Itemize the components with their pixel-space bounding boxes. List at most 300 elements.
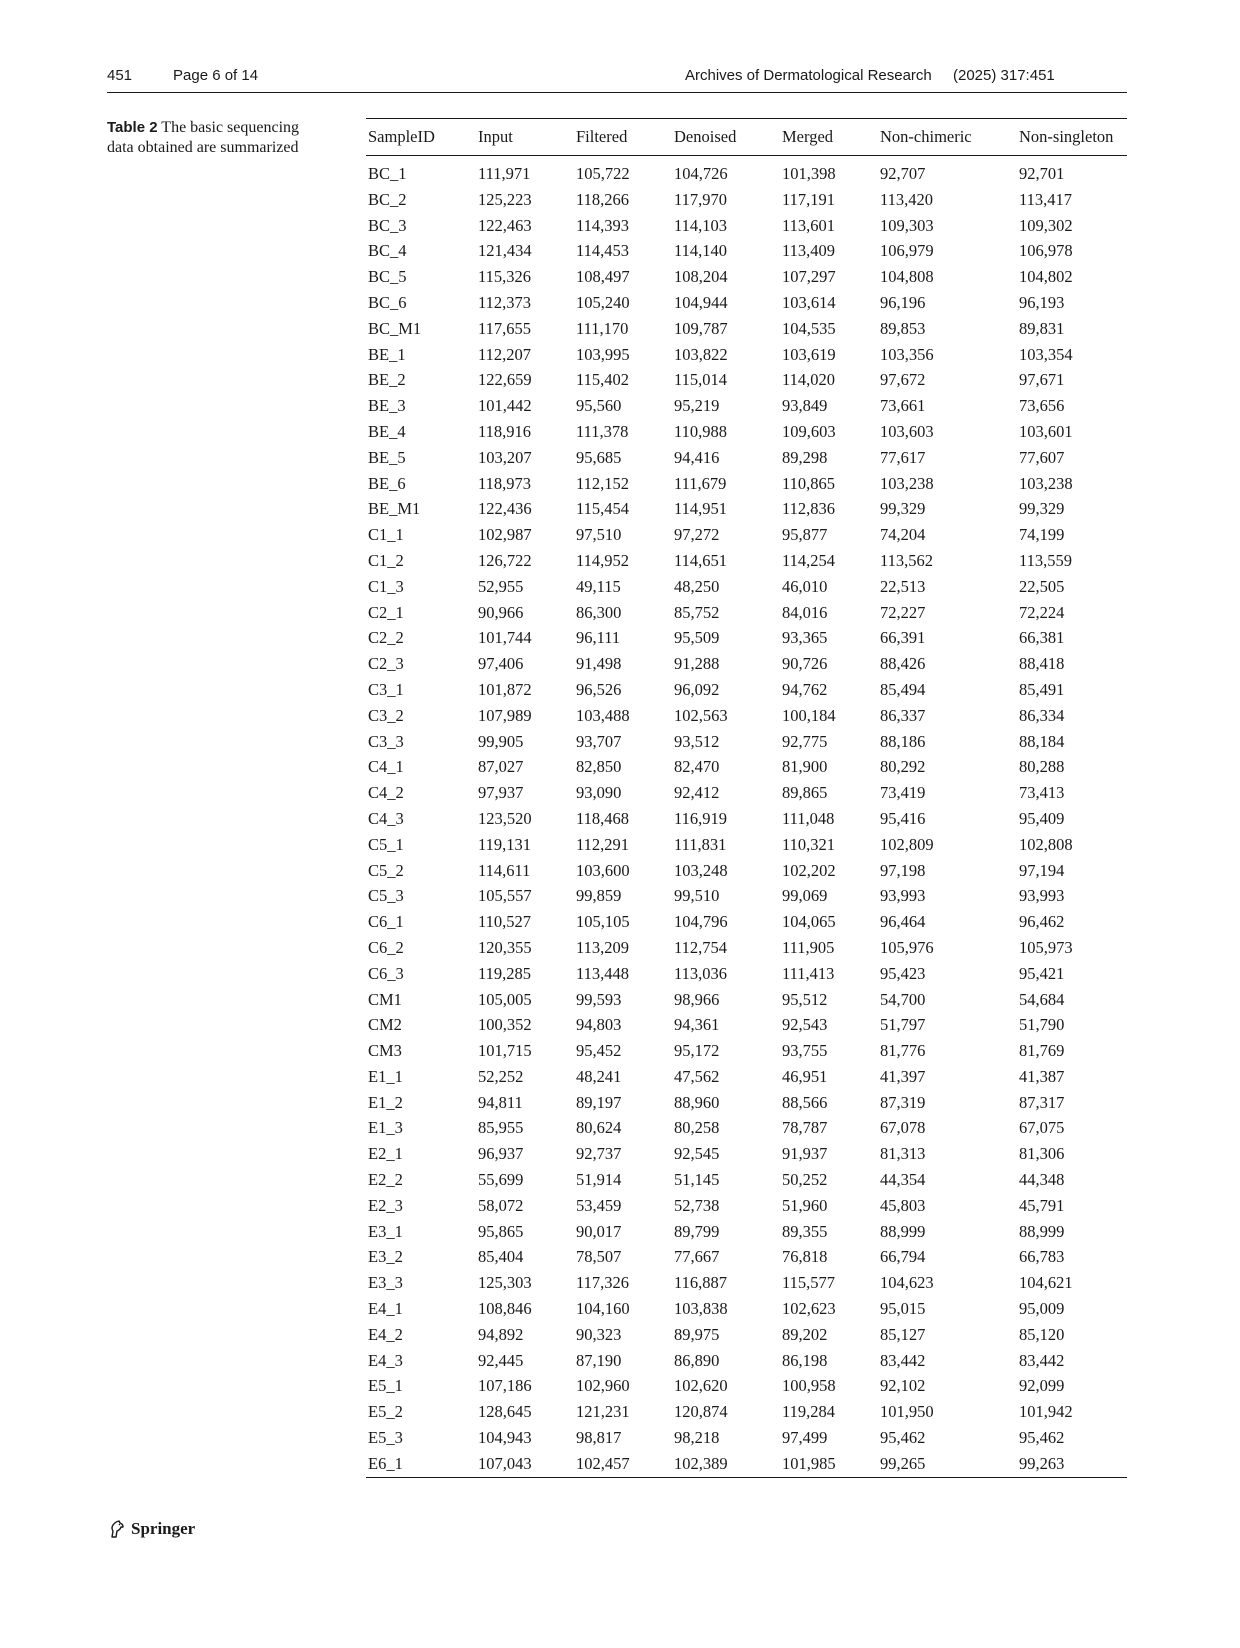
sample-id-cell: C5_1 (368, 834, 404, 854)
table-cell: 103,838 (674, 1299, 728, 1319)
sample-id-cell: E2_1 (368, 1144, 403, 1164)
table-cell: 126,722 (478, 550, 532, 570)
table-cell: 96,526 (576, 679, 622, 699)
table-cell: 117,970 (674, 189, 728, 209)
table-row (366, 1244, 1127, 1270)
table-cell: 89,975 (674, 1324, 720, 1344)
table-cell: 98,817 (576, 1428, 622, 1448)
column-header: SampleID (368, 127, 435, 146)
table-cell: 97,406 (478, 654, 524, 674)
table-cell: 95,423 (880, 963, 926, 983)
table-cell: 128,645 (478, 1402, 532, 1422)
sample-id-cell: CM3 (368, 1041, 402, 1061)
table-cell: 55,699 (478, 1170, 524, 1190)
table-cell: 104,535 (782, 318, 836, 338)
table-cell: 74,204 (880, 525, 926, 545)
sample-id-cell: C4_3 (368, 808, 404, 828)
table-cell: 95,009 (1019, 1299, 1065, 1319)
table-cell: 95,685 (576, 447, 622, 467)
table-cell: 113,420 (880, 189, 934, 209)
table-cell: 92,737 (576, 1144, 622, 1164)
table-cell: 114,453 (576, 241, 630, 261)
table-cell: 107,186 (478, 1376, 532, 1396)
table-cell: 109,787 (674, 318, 728, 338)
table-cell: 94,811 (478, 1092, 523, 1112)
table-cell: 95,421 (1019, 963, 1065, 983)
table-cell: 113,209 (576, 937, 630, 957)
sample-id-cell: C5_2 (368, 860, 404, 880)
table-cell: 90,726 (782, 654, 828, 674)
table-cell: 51,797 (880, 1015, 926, 1035)
table-cell: 103,238 (1019, 473, 1073, 493)
table-cell: 95,865 (478, 1221, 524, 1241)
table-row (366, 1322, 1127, 1348)
sample-id-cell: C3_3 (368, 731, 404, 751)
table-row (366, 187, 1127, 213)
sample-id-cell: E5_1 (368, 1376, 403, 1396)
table-cell: 72,224 (1019, 602, 1065, 622)
table-cell: 85,955 (478, 1118, 524, 1138)
table-cell: 105,240 (576, 292, 630, 312)
table-cell: 96,111 (576, 628, 621, 648)
table-cell: 58,072 (478, 1195, 524, 1215)
table-cell: 88,566 (782, 1092, 828, 1112)
table-cell: 89,799 (674, 1221, 720, 1241)
table-row (366, 496, 1127, 522)
table-cell: 95,560 (576, 396, 622, 416)
table-cell: 115,326 (478, 267, 532, 287)
table-cell: 48,250 (674, 576, 720, 596)
table-cell: 112,754 (674, 937, 728, 957)
table-cell: 102,202 (782, 860, 836, 880)
table-cell: 80,292 (880, 757, 926, 777)
table-row (366, 574, 1127, 600)
table-cell: 99,593 (576, 989, 622, 1009)
column-header: Input (478, 127, 513, 146)
table-cell: 106,979 (880, 241, 934, 261)
table-cell: 48,241 (576, 1066, 622, 1086)
table-cell: 102,457 (576, 1453, 630, 1473)
table-row (366, 393, 1127, 419)
table-cell: 41,397 (880, 1066, 926, 1086)
table-cell: 105,105 (576, 912, 630, 932)
table-cell: 117,326 (576, 1273, 630, 1293)
table-cell: 74,199 (1019, 525, 1065, 545)
table-cell: 76,818 (782, 1247, 828, 1267)
table-cell: 110,321 (782, 834, 836, 854)
table-cell: 80,288 (1019, 757, 1065, 777)
table-cell: 44,354 (880, 1170, 926, 1190)
table-cell: 90,323 (576, 1324, 622, 1344)
table-cell: 84,016 (782, 602, 828, 622)
table-cell: 88,426 (880, 654, 926, 674)
table-cell: 92,775 (782, 731, 828, 751)
table-cell: 91,498 (576, 654, 622, 674)
table-cell: 22,513 (880, 576, 926, 596)
table-cell: 93,993 (1019, 886, 1065, 906)
table-row (366, 1167, 1127, 1193)
table-cell: 96,092 (674, 679, 720, 699)
table-cell: 87,190 (576, 1350, 622, 1370)
table-cell: 87,027 (478, 757, 524, 777)
table-cell: 92,707 (880, 164, 926, 183)
table-caption-text: The basic sequencing data obtained are summarized (107, 119, 300, 156)
table-cell: 89,197 (576, 1092, 622, 1112)
table-row (366, 1270, 1127, 1296)
table-cell: 93,365 (782, 628, 828, 648)
table-cell: 95,409 (1019, 808, 1065, 828)
table-row (366, 1373, 1127, 1399)
sample-id-cell: E3_1 (368, 1221, 403, 1241)
table-cell: 78,787 (782, 1118, 828, 1138)
table-cell: 99,859 (576, 886, 622, 906)
table-cell: 93,849 (782, 396, 828, 416)
table-cell: 114,393 (576, 215, 630, 235)
table-cell: 113,409 (782, 241, 836, 261)
table-cell: 109,603 (782, 421, 836, 441)
table-cell: 121,231 (576, 1402, 630, 1422)
table-cell: 113,448 (576, 963, 630, 983)
table-cell: 119,284 (782, 1402, 836, 1422)
table-cell: 98,218 (674, 1428, 720, 1448)
table-cell: 114,254 (782, 550, 836, 570)
table-cell: 103,822 (674, 344, 728, 364)
table-cell: 101,398 (782, 164, 836, 183)
table-cell: 109,302 (1019, 215, 1073, 235)
sample-id-cell: C2_3 (368, 654, 404, 674)
table-cell: 110,865 (782, 473, 836, 493)
table-row (366, 1064, 1127, 1090)
table-caption (107, 118, 329, 158)
table-cell: 103,356 (880, 344, 934, 364)
table-cell: 97,672 (880, 370, 926, 390)
table-cell: 80,258 (674, 1118, 720, 1138)
table-cell: 99,510 (674, 886, 720, 906)
sample-id-cell: BC_6 (368, 292, 407, 312)
table-cell: 119,285 (478, 963, 532, 983)
table-row (366, 419, 1127, 445)
table-cell: 112,836 (782, 499, 836, 519)
table-cell: 125,303 (478, 1273, 532, 1293)
table-cell: 82,470 (674, 757, 720, 777)
table-cell: 114,103 (674, 215, 728, 235)
table-cell: 113,559 (1019, 550, 1073, 570)
table-body (366, 156, 1127, 1478)
table-cell: 52,738 (674, 1195, 720, 1215)
sample-id-cell: BE_1 (368, 344, 406, 364)
table-cell: 95,416 (880, 808, 926, 828)
table-cell: 95,219 (674, 396, 720, 416)
table-cell: 104,621 (1019, 1273, 1073, 1293)
sample-id-cell: E1_1 (368, 1066, 403, 1086)
table-row (366, 625, 1127, 651)
table-row (366, 651, 1127, 677)
table-cell: 94,762 (782, 679, 828, 699)
table-cell: 111,831 (674, 834, 727, 854)
table-cell: 53,459 (576, 1195, 622, 1215)
table-cell: 66,391 (880, 628, 926, 648)
table-cell: 96,196 (880, 292, 926, 312)
table-row (366, 471, 1127, 497)
table-cell: 97,194 (1019, 860, 1065, 880)
table-cell: 52,252 (478, 1066, 524, 1086)
table-cell: 120,355 (478, 937, 532, 957)
table-row (366, 883, 1127, 909)
table-cell: 89,853 (880, 318, 926, 338)
table-cell: 88,999 (880, 1221, 926, 1241)
sample-id-cell: E4_3 (368, 1350, 403, 1370)
table-cell: 77,607 (1019, 447, 1065, 467)
sample-id-cell: E1_3 (368, 1118, 403, 1138)
springer-horse-icon (107, 1519, 127, 1539)
table-cell: 90,966 (478, 602, 524, 622)
table-cell: 104,726 (674, 164, 728, 183)
table-cell: 91,288 (674, 654, 720, 674)
table-cell: 99,265 (880, 1453, 926, 1473)
table-cell: 111,413 (782, 963, 835, 983)
table-header-row (366, 119, 1127, 156)
table-cell: 97,272 (674, 525, 720, 545)
sample-id-cell: E5_3 (368, 1428, 403, 1448)
table-cell: 77,617 (880, 447, 926, 467)
sample-id-cell: C2_1 (368, 602, 404, 622)
table-cell: 88,184 (1019, 731, 1065, 751)
table-cell: 114,020 (782, 370, 836, 390)
table-cell: 95,509 (674, 628, 720, 648)
table-cell: 77,667 (674, 1247, 720, 1267)
table-cell: 73,656 (1019, 396, 1065, 416)
table-cell: 66,381 (1019, 628, 1065, 648)
table-cell: 92,445 (478, 1350, 524, 1370)
table-cell: 95,015 (880, 1299, 926, 1319)
table-row (366, 1451, 1127, 1477)
table-cell: 66,794 (880, 1247, 926, 1267)
table-cell: 112,373 (478, 292, 532, 312)
table-row (366, 909, 1127, 935)
table-cell: 115,014 (674, 370, 728, 390)
table-cell: 92,701 (1019, 164, 1065, 183)
table-cell: 119,131 (478, 834, 532, 854)
table-cell: 114,140 (674, 241, 728, 261)
table-cell: 92,543 (782, 1015, 828, 1035)
table-cell: 90,017 (576, 1221, 622, 1241)
table-cell: 113,562 (880, 550, 934, 570)
table-cell: 104,944 (674, 292, 728, 312)
table-cell: 111,905 (782, 937, 835, 957)
table-cell: 111,048 (782, 808, 835, 828)
table-cell: 104,796 (674, 912, 728, 932)
sample-id-cell: C6_1 (368, 912, 404, 932)
table-cell: 99,329 (880, 499, 926, 519)
table-row (366, 987, 1127, 1013)
table-cell: 115,454 (576, 499, 630, 519)
table-cell: 122,659 (478, 370, 532, 390)
sample-id-cell: BC_M1 (368, 318, 422, 338)
table-label: Table 2 (107, 119, 158, 136)
table-cell: 89,298 (782, 447, 828, 467)
table-row (366, 677, 1127, 703)
table-cell: 85,127 (880, 1324, 926, 1344)
sample-id-cell: BE_5 (368, 447, 406, 467)
table-cell: 102,620 (674, 1376, 728, 1396)
table-cell: 102,808 (1019, 834, 1073, 854)
table-cell: 51,960 (782, 1195, 828, 1215)
running-header (107, 62, 1127, 92)
table-cell: 49,115 (576, 576, 621, 596)
table-cell: 73,419 (880, 783, 926, 803)
table-cell: 108,497 (576, 267, 630, 287)
table-cell: 100,958 (782, 1376, 836, 1396)
column-header: Filtered (576, 127, 628, 146)
table-cell: 102,809 (880, 834, 934, 854)
table-cell: 95,462 (880, 1428, 926, 1448)
table-cell: 46,010 (782, 576, 828, 596)
table-cell: 112,152 (576, 473, 630, 493)
table-row (366, 316, 1127, 342)
table-row (366, 806, 1127, 832)
table-row (366, 1038, 1127, 1064)
table-cell: 114,651 (674, 550, 728, 570)
table-cell: 103,995 (576, 344, 630, 364)
table-cell: 112,207 (478, 344, 532, 364)
table-row (366, 858, 1127, 884)
table-cell: 103,614 (782, 292, 836, 312)
table-cell: 103,248 (674, 860, 728, 880)
sample-id-cell: CM2 (368, 1015, 402, 1035)
table-cell: 98,966 (674, 989, 720, 1009)
table-cell: 118,468 (576, 808, 630, 828)
column-header: Non-chimeric (880, 127, 972, 146)
table-cell: 92,099 (1019, 1376, 1065, 1396)
table-cell: 97,198 (880, 860, 926, 880)
table-row (366, 1425, 1127, 1451)
table-cell: 93,090 (576, 783, 622, 803)
table-cell: 116,919 (674, 808, 728, 828)
table-cell: 104,802 (1019, 267, 1073, 287)
table-row (366, 600, 1127, 626)
table-cell: 81,776 (880, 1041, 926, 1061)
table-cell: 111,971 (478, 164, 531, 183)
table-cell: 101,985 (782, 1453, 836, 1473)
sample-id-cell: BE_6 (368, 473, 406, 493)
table-cell: 107,297 (782, 267, 836, 287)
table-cell: 105,557 (478, 886, 532, 906)
table-cell: 103,600 (576, 860, 630, 880)
table-cell: 99,263 (1019, 1453, 1065, 1473)
table-cell: 81,900 (782, 757, 828, 777)
table-cell: 117,191 (782, 189, 836, 209)
table-cell: 82,850 (576, 757, 622, 777)
table-cell: 120,874 (674, 1402, 728, 1422)
table-cell: 96,464 (880, 912, 926, 932)
table-cell: 89,831 (1019, 318, 1065, 338)
header-rule (107, 92, 1127, 93)
table-cell: 100,184 (782, 705, 836, 725)
sample-id-cell: E1_2 (368, 1092, 403, 1112)
table-cell: 101,744 (478, 628, 532, 648)
table-cell: 91,937 (782, 1144, 828, 1164)
sample-id-cell: E2_2 (368, 1170, 403, 1190)
table-cell: 97,937 (478, 783, 524, 803)
table-cell: 103,354 (1019, 344, 1073, 364)
sample-id-cell: BC_2 (368, 189, 407, 209)
table-cell: 51,790 (1019, 1015, 1065, 1035)
table-cell: 97,510 (576, 525, 622, 545)
table-row (366, 1012, 1127, 1038)
table-row (366, 935, 1127, 961)
table-cell: 109,303 (880, 215, 934, 235)
table-cell: 92,545 (674, 1144, 720, 1164)
table-cell: 87,319 (880, 1092, 926, 1112)
table-cell: 104,943 (478, 1428, 532, 1448)
sample-id-cell: BC_4 (368, 241, 407, 261)
table-cell: 94,361 (674, 1015, 720, 1035)
sample-id-cell: C1_1 (368, 525, 404, 545)
table-row (366, 522, 1127, 548)
table-cell: 52,955 (478, 576, 524, 596)
sample-id-cell: E3_2 (368, 1247, 403, 1267)
table-row (366, 729, 1127, 755)
table-row (366, 156, 1127, 187)
table-cell: 100,352 (478, 1015, 532, 1035)
table-cell: 85,752 (674, 602, 720, 622)
table-cell: 95,172 (674, 1041, 720, 1061)
table-cell: 85,404 (478, 1247, 524, 1267)
table-cell: 44,348 (1019, 1170, 1065, 1190)
table-cell: 123,520 (478, 808, 532, 828)
table-cell: 105,976 (880, 937, 934, 957)
table-cell: 114,952 (576, 550, 630, 570)
table-cell: 86,300 (576, 602, 622, 622)
column-header: Merged (782, 127, 834, 146)
table-cell: 114,951 (674, 499, 728, 519)
table-cell: 93,755 (782, 1041, 828, 1061)
table-cell: 115,577 (782, 1273, 836, 1293)
table-cell: 51,145 (674, 1170, 720, 1190)
table-cell: 83,442 (1019, 1350, 1065, 1370)
table-cell: 86,334 (1019, 705, 1065, 725)
table-cell: 110,527 (478, 912, 532, 932)
table-cell: 111,378 (576, 421, 629, 441)
sample-id-cell: E6_1 (368, 1453, 403, 1473)
table-row (366, 290, 1127, 316)
table-cell: 103,601 (1019, 421, 1073, 441)
table-cell: 111,170 (576, 318, 629, 338)
publisher-footer (107, 1516, 195, 1542)
table-cell: 118,916 (478, 421, 532, 441)
table-cell: 94,416 (674, 447, 720, 467)
sample-id-cell: C4_2 (368, 783, 404, 803)
table-row (366, 703, 1127, 729)
table-cell: 93,707 (576, 731, 622, 751)
table-cell: 99,905 (478, 731, 524, 751)
table-cell: 86,890 (674, 1350, 720, 1370)
table-cell: 104,065 (782, 912, 836, 932)
table-cell: 87,317 (1019, 1092, 1065, 1112)
page-number: 451 (107, 67, 133, 84)
table-cell: 96,937 (478, 1144, 524, 1164)
table-cell: 113,036 (674, 963, 728, 983)
sample-id-cell: BC_1 (368, 164, 407, 183)
table-cell: 93,512 (674, 731, 720, 751)
table-row (366, 1090, 1127, 1116)
table-row (366, 1115, 1127, 1141)
table-row (366, 213, 1127, 239)
table-row (366, 1399, 1127, 1425)
table-row (366, 1348, 1127, 1374)
table-cell: 107,989 (478, 705, 532, 725)
table-cell: 121,434 (478, 241, 532, 261)
